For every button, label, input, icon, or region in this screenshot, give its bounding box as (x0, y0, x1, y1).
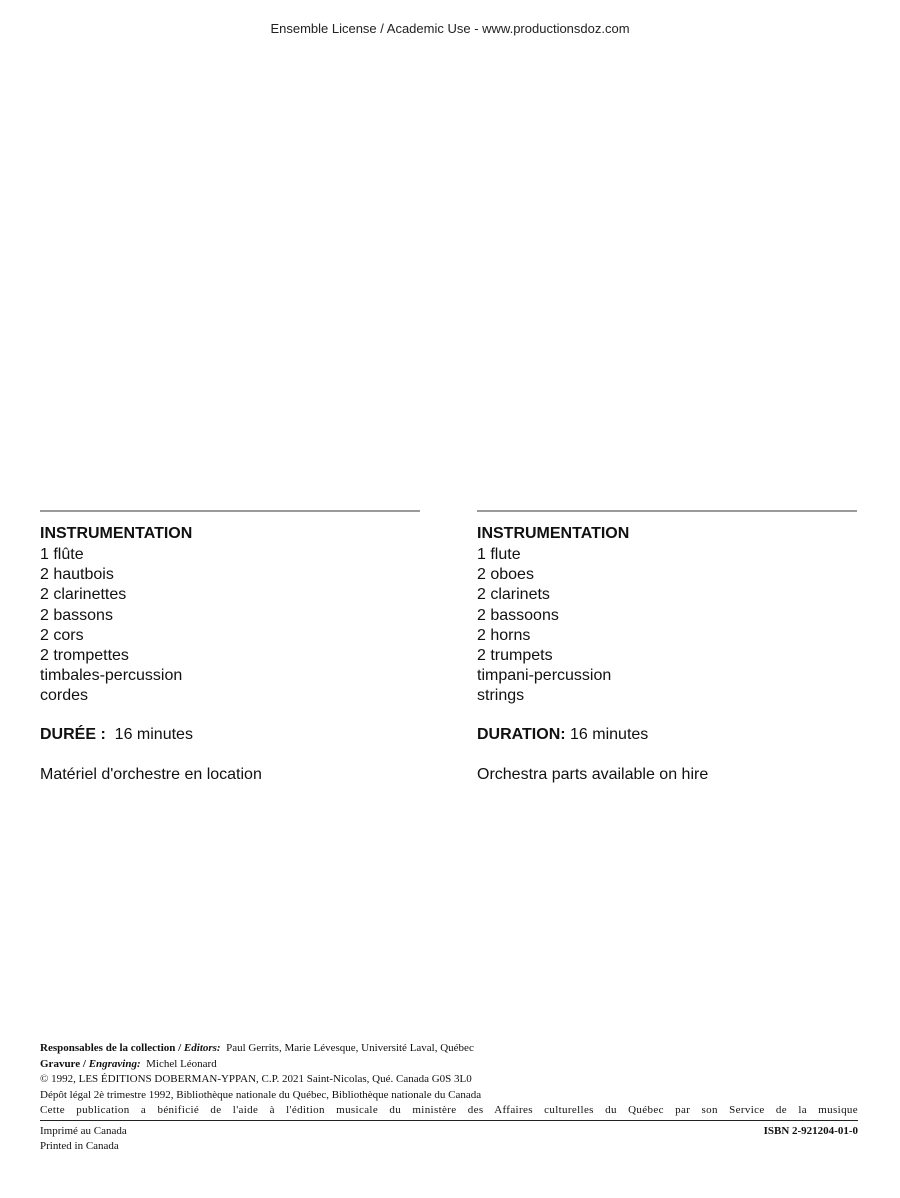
instrument-list (477, 545, 857, 707)
instrument-item: 2 bassoons (477, 606, 559, 624)
instrument-item: timbales-percussion (40, 667, 183, 685)
publisher-footer (40, 1041, 858, 1155)
isbn: ISBN 2-921204-01-0 (763, 1124, 858, 1137)
duration-value: 16 minutes (114, 725, 193, 743)
instrument-item: timpani-percussion (477, 667, 612, 685)
parts-note: Orchestra parts available on hire (477, 765, 709, 783)
engraving-label-fr: Gravure / (40, 1057, 89, 1070)
duration-value: 16 minutes (570, 725, 649, 743)
license-notice: Ensemble License / Academic Use - www.productionsdoz.com (270, 21, 630, 36)
printed-info (40, 1124, 127, 1155)
copyright-line: © 1992, LES ÉDITIONS DOBERMAN-YPPAN, C.P. 2021 Saint-Nicolas, Qué. Canada G0S 3L0 (40, 1073, 472, 1085)
editors-label-fr: Responsables de la collection / (40, 1042, 184, 1054)
engraving-line (40, 1057, 858, 1073)
instrumentation-heading: INSTRUMENTATION (477, 525, 630, 542)
editors-value: Paul Gerrits, Marie Lévesque, Université Laval, Québec (226, 1042, 474, 1054)
instrumentation-heading: INSTRUMENTATION (40, 525, 193, 542)
instrument-item: 2 bassons (40, 606, 113, 624)
instrument-item: 2 oboes (477, 566, 534, 584)
printed-en: Printed in Canada (40, 1140, 119, 1152)
section-divider (477, 510, 857, 512)
instrument-item: 2 cors (40, 626, 84, 644)
instrument-item: 2 trompettes (40, 647, 129, 665)
funding-line: Cette publication a bénificié de l'aide à l'édition musicale du ministère des Affaires culturelles du Québec par son Service de la musique (40, 1104, 858, 1116)
instrument-item: 1 flûte (40, 546, 84, 563)
instrument-item: 2 hautbois (40, 566, 114, 584)
printing-row (40, 1124, 858, 1155)
parts-note: Matériel d'orchestre en location (40, 765, 262, 783)
instrument-item: 2 horns (477, 626, 531, 644)
instrument-item: cordes (40, 687, 89, 705)
legal-deposit-line: Dépôt légal 2è trimestre 1992, Bibliothèque nationale du Québec, Bibliothèque nationale du Canada (40, 1088, 482, 1101)
instrument-item: 1 flute (477, 546, 521, 563)
editors-label-en: Editors: (183, 1042, 221, 1054)
engraving-value: Michel Léonard (146, 1057, 217, 1070)
duration (477, 725, 857, 745)
printed-fr: Imprimé au Canada (40, 1124, 127, 1137)
instrumentation-english (477, 510, 857, 785)
engraving-label-en: Engraving: (88, 1057, 141, 1070)
duration (40, 725, 420, 745)
instrument-item: 2 clarinets (477, 586, 550, 604)
duration-label: DURÉE : (40, 725, 106, 743)
section-divider (40, 510, 420, 512)
editors-line (40, 1041, 858, 1057)
instrument-item: 2 trumpets (477, 647, 553, 665)
footer-divider (40, 1120, 858, 1121)
duration-label: DURATION: (477, 725, 566, 743)
instrument-item: strings (477, 687, 525, 705)
instrument-item: 2 clarinettes (40, 586, 127, 604)
instrument-list (40, 545, 420, 707)
instrumentation-french (40, 510, 420, 785)
